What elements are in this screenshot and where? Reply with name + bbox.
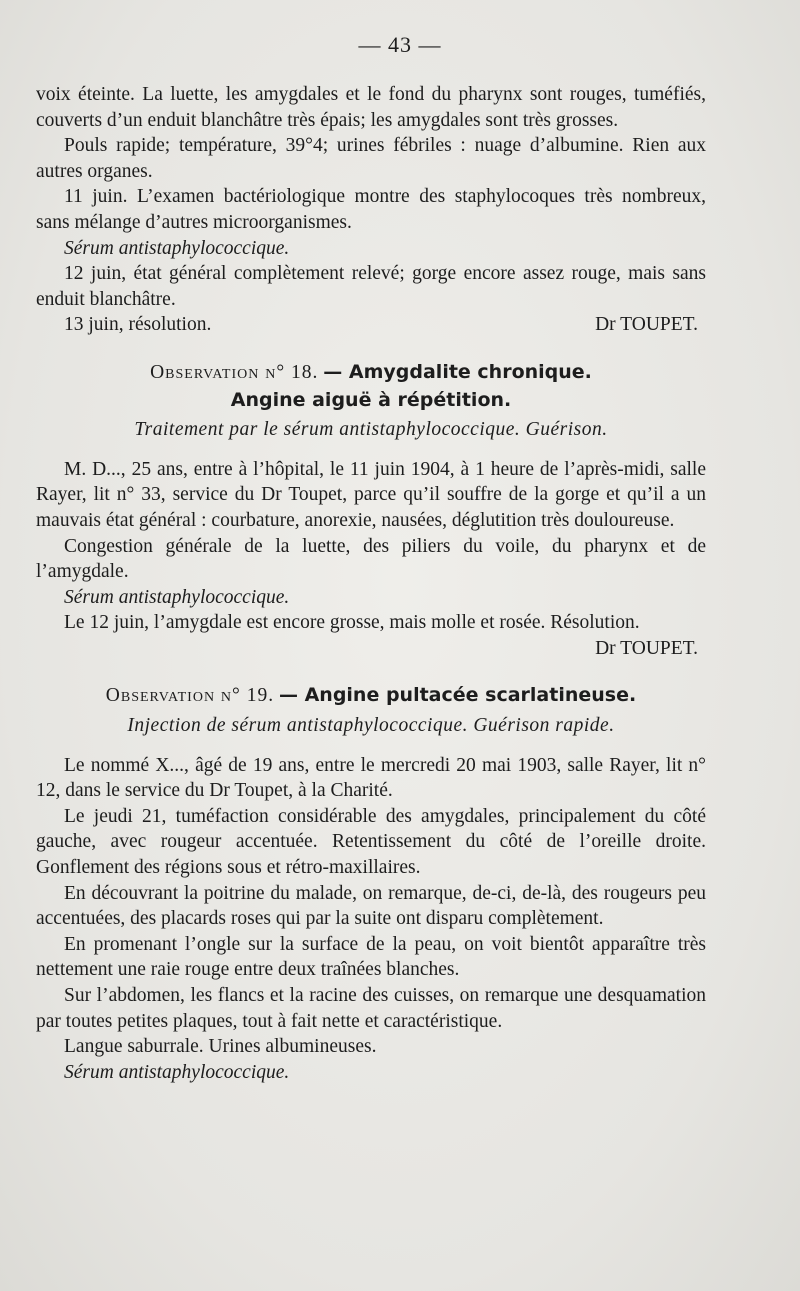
paragraph: 12 juin, état général complètement relevé; gorge encore assez rouge, mais sans enduit blanchâtre. [36,263,706,310]
treatment-note: Sérum antistaphylococcique. [64,237,290,259]
paragraph: Le 12 juin, l’amygdale est encore grosse, mais molle et rosée. Résolution. [64,612,640,634]
doctor-signature: Dr TOUPET. [595,314,698,336]
closing-line [36,312,706,338]
paragraph: Congestion générale de la luette, des piliers du voile, du pharynx et de l’amygdale. [36,535,706,583]
observation-treatment: Injection de sérum antistaphylococcique. Guérison rapide. [127,715,615,737]
paragraph: M. D..., 25 ans, entre à l’hôpital, le 11 juin 1904, à 1 heure de l’après-midi, salle Rayer, lit n° 33, service du Dr Toupet, parce qu’il souffre de la gorge et qu’il a un mauvais état général : courbature, anorexie, nausées, déglutition très douloureuse. [36,458,706,531]
observation-title: — Angine pultacée scarlatineuse. [278,684,637,707]
paragraph: Pouls rapide; température, 39°4; urines fébriles : nuage d’albumine. Rien aux autres organes. [36,135,706,182]
paragraph: En promenant l’ongle sur la surface de la peau, on voit bientôt apparaître très nettement une raie rouge entre deux traînées blanches. [36,933,706,981]
treatment-note: Sérum antistaphylococcique. [64,586,290,608]
observation-title: — Amygdalite chronique. [323,360,592,383]
page-number: — 43 — [358,32,442,57]
paragraph: voix éteinte. La luette, les amygdales et le fond du pharynx sont rouges, tuméfiés, couverts d’un enduit blanchâtre très épais; les amygdales sont très grosses. [36,84,706,131]
doctor-signature: Dr TOUPET. [595,637,698,659]
observation-label: Observation n° 18. [150,361,319,383]
paragraph: Le nommé X..., âgé de 19 ans, entre le mercredi 20 mai 1903, salle Rayer, lit n° 12, dans le service du Dr Toupet, à la Charité. [36,754,706,802]
paragraph: Langue saburrale. Urines albumineuses. [64,1036,377,1058]
observation-subtitle: Angine aiguë à répétition. [230,388,512,411]
treatment-note: Sérum antistaphylococcique. [64,1061,290,1083]
page-content [36,82,706,1085]
observation-treatment: Traitement par le sérum antistaphylococcique. Guérison. [134,419,608,441]
paragraph: 11 juin. L’examen bactériologique montre des staphylocoques très nombreux, sans mélange d’autres microorganismes. [36,186,706,233]
observation-19-heading [36,683,706,709]
paragraph: 13 juin, résolution. [64,314,212,336]
closing-line [36,636,706,662]
paragraph: Sur l’abdomen, les flancs et la racine des cuisses, on remarque une desquamation par toutes petites plaques, tout à fait nette et caractéristique. [36,985,706,1032]
paragraph: En découvrant la poitrine du malade, on remarque, de-ci, de-là, des rougeurs peu accentuées, des placards roses qui par la suite ont disparu complètement. [36,882,706,930]
observation-label: Observation n° 19. [105,685,275,707]
observation-18-heading [36,360,706,386]
paragraph: Le jeudi 21, tuméfaction considérable des amygdales, principalement du côté gauche, avec rougeur accentuée. Retentissement du côté de l’oreille droite. Gonflement des régions sous et rétro-maxillaires. [36,805,706,879]
